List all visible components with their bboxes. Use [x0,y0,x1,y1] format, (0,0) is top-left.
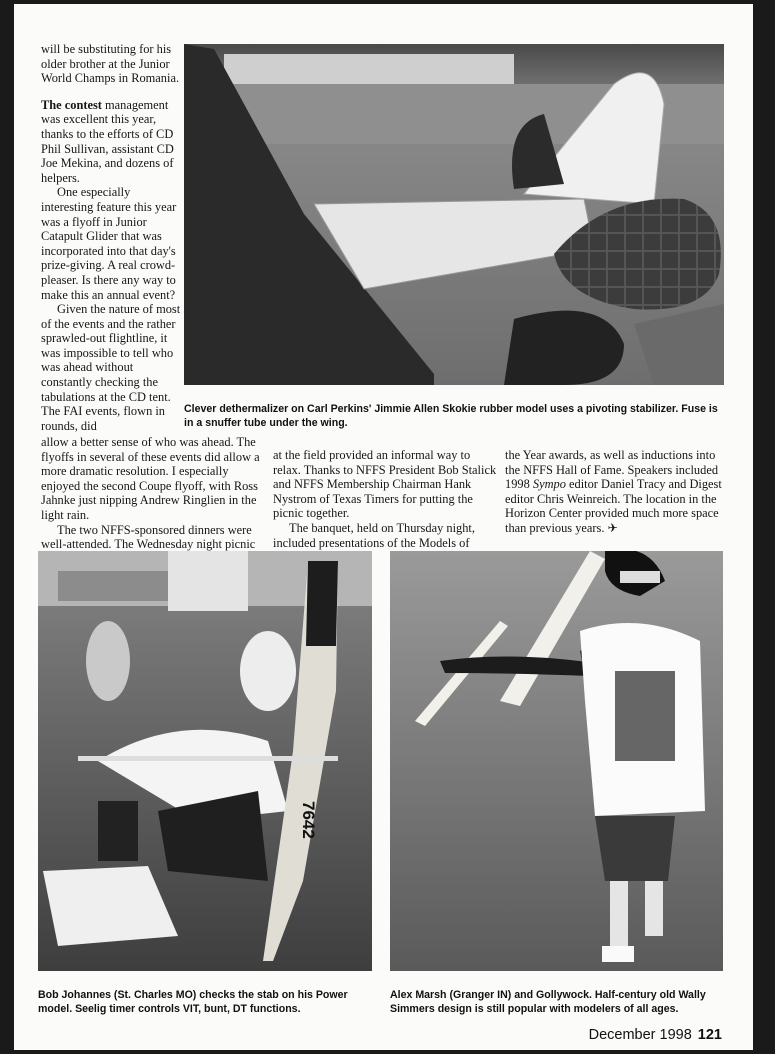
lead-in: The contest [41,97,102,112]
paragraph: at the field provided an informal way to relax. Thanks to NFFS President Bob Stalick and NFFS Membership Chairman Hank Nystrom of Texas Timers for putting the picnic together. [273,448,497,521]
wing-number-label: 7642 [299,801,318,839]
photo-alex-marsh [390,551,723,971]
photo-skokie-model [184,44,724,385]
paragraph: allow a better sense of who was ahead. The flyoffs in several of these events did allow a more dramatic resolution. I especially enjoyed the second Coupe flyoff, with Ross Jahnke just nipping Andrew Ringlien in the light rain. [41,435,260,522]
article-column-1-top [41,42,183,433]
caption-bottom-left: Bob Johannes (St. Charles MO) checks the stab on his Power model. Seelig timer controls VIT, bunt, DT functions. [38,989,348,1015]
article-column-2 [273,448,498,550]
magazine-page [14,4,753,1050]
caption-bottom-right: Alex Marsh (Granger IN) and Gollywock. Half-century old Wally Simmers design is still popular with modelers of all ages. [390,989,706,1015]
paragraph: the Year awards, as well as inductions into the NFFS Hall of Fame. Speakers included 1998 Sympo editor Daniel Tracy and Digest editor Chris Weinreich. The location in the Horizon Center provided much more space than previous years. ✈ [505,448,722,535]
paragraph: One especially interesting feature this year was a flyoff in Junior Catapult Glider that was incorporated into that day's prize-giving. A real crowd-pleaser. Is there any way to make this an annual event? [41,185,177,302]
paragraph: will be substituting for his older brother at the Junior World Champs in Romania. [41,42,180,86]
paragraph: The two NFFS-sponsored dinners were well-attended. The Wednesday night picnic [41,522,256,552]
paragraph: The banquet, held on Thursday night, included presentations of the Models of [273,520,475,550]
paragraph: The contest management was excellent this year, thanks to the efforts of CD Phil Sullivan, assistant CD Joe Mekina, and dozens of helpers. [41,97,174,185]
paragraph: Given the nature of most of the events and the rather sprawled-out flightline, it was impossible to tell who was ahead without constantly checking the tabulations at the CD tent. The FAI events, flown in rounds, did [41,302,181,433]
caption-top-photo: Clever dethermalizer on Carl Perkins' Jimmie Allen Skokie rubber model uses a pivoting stabilizer. Fuse is in a snuffer tube under the wing. [184,403,718,429]
article-column-1-bottom [41,435,263,552]
article-column-3 [505,448,730,536]
issue-date: December 1998 [588,1027,692,1043]
end-of-article-airplane-icon: ✈ [607,520,618,535]
page-footer [589,1027,722,1043]
page-number: 121 [697,1027,722,1043]
photo-bob-johannes [38,551,372,971]
